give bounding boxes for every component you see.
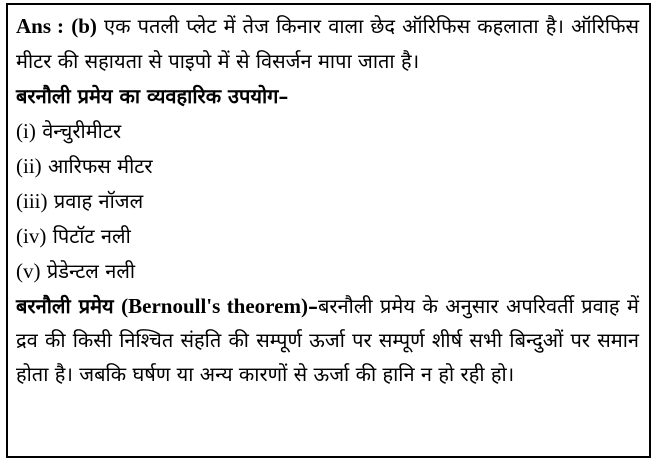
- item-number: (v): [16, 259, 41, 283]
- applications-heading: बरनौली प्रमेय का व्यवहारिक उपयोग–: [16, 84, 289, 108]
- list-item: [16, 114, 639, 149]
- item-text: पिटॉट नली: [52, 224, 131, 248]
- answer-paragraph: [16, 9, 639, 79]
- item-text: प्रवाह नॉजल: [53, 189, 144, 213]
- item-text: आरिफस मीटर: [48, 154, 153, 178]
- list-item: [16, 184, 639, 219]
- list-item: [16, 149, 639, 184]
- item-text: प्रेडेन्टल नली: [46, 259, 136, 283]
- list-item: [16, 254, 639, 289]
- theorem-dash: –: [307, 294, 318, 318]
- answer-box: [6, 3, 651, 458]
- item-number: (iii): [16, 189, 48, 213]
- theorem-term: बरनौली प्रमेय: [16, 294, 114, 318]
- item-text: वेन्चुरीमीटर: [42, 119, 122, 143]
- answer-label: Ans :: [16, 14, 65, 38]
- item-number: (ii): [16, 154, 42, 178]
- theorem-paragraph: [16, 289, 639, 391]
- answer-text: एक पतली प्लेट में तेज किनार वाला छेद ऑरिफिस कहलाता है। ऑरिफिस मीटर की सहायता से पाइपो में से विसर्जन मापा जाता है।: [16, 14, 640, 73]
- theorem-text: बरनौली प्रमेय के अनुसार अपरिवर्ती प्रवाह में द्रव की किसी निश्चित संहति की सम्पूर्ण ऊर्जा पर सम्पूर्ण शीर्ष सभी बिन्दुओं पर समान होता है। जबकि घर्षण या अन्य कारणों से ऊर्जा की हानि न हो रही हो।: [16, 294, 639, 386]
- theorem-english: (Bernoull's theorem): [121, 294, 308, 318]
- answer-option: (b): [71, 14, 97, 38]
- item-number: (i): [16, 119, 36, 143]
- item-number: (iv): [16, 224, 47, 248]
- list-item: [16, 219, 639, 254]
